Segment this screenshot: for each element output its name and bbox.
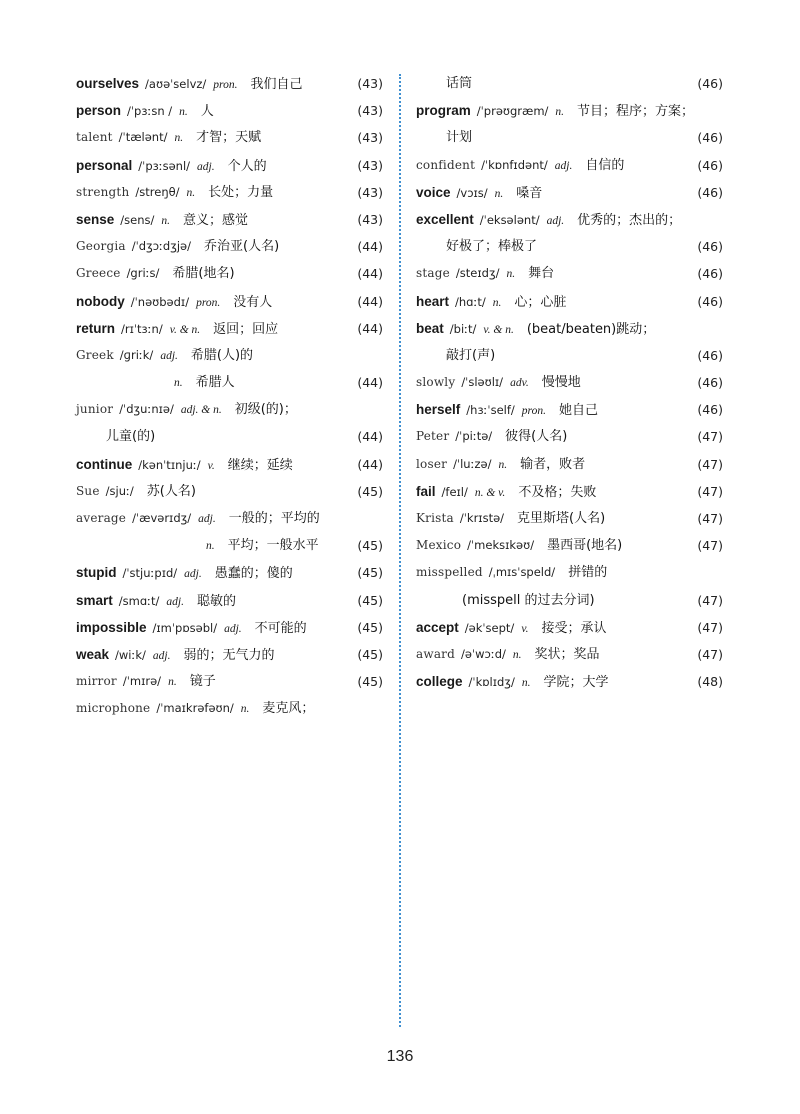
headword: ourselves bbox=[76, 76, 140, 91]
headword: stage bbox=[416, 266, 450, 281]
phonetic: /steɪdʒ/ bbox=[455, 266, 500, 281]
unit-page-ref: (47) bbox=[697, 646, 723, 662]
chinese-meaning: 拼错的 bbox=[568, 565, 608, 581]
headword: heart bbox=[416, 293, 450, 309]
vocab-entry bbox=[416, 668, 723, 695]
headword: return bbox=[76, 320, 116, 336]
entry-continuation bbox=[76, 369, 383, 396]
part-of-speech: n. bbox=[506, 268, 516, 281]
unit-page-ref: (44) bbox=[357, 293, 383, 309]
chinese-meaning: 她自己 bbox=[558, 403, 598, 419]
headword: strength bbox=[76, 184, 130, 199]
phonetic: /ˈprəʊgræm/ bbox=[476, 104, 549, 119]
vocab-entry bbox=[76, 233, 383, 260]
part-of-speech: v. & n. bbox=[483, 323, 514, 336]
phonetic: /kənˈtɪnjuː/ bbox=[138, 457, 201, 472]
phonetic: /aʊəˈselvz/ bbox=[145, 77, 207, 91]
unit-page-ref: (45) bbox=[357, 592, 383, 608]
vocab-entry bbox=[416, 641, 723, 668]
headword: talent bbox=[76, 130, 113, 145]
vocab-entry bbox=[416, 315, 723, 342]
unit-page-ref: (47) bbox=[697, 429, 723, 445]
chinese-meaning: (beat/beaten)跳动； bbox=[526, 321, 656, 337]
unit-page-ref: (45) bbox=[357, 483, 383, 499]
part-of-speech: n. bbox=[186, 186, 196, 199]
headword: Mexico bbox=[416, 538, 462, 553]
vocab-entry bbox=[416, 614, 723, 641]
part-of-speech: n. bbox=[240, 703, 250, 716]
vocab-entry bbox=[416, 206, 723, 233]
headword: Peter bbox=[416, 429, 450, 444]
unit-page-ref: (44) bbox=[357, 456, 383, 472]
chinese-meaning: 输者，败者 bbox=[520, 456, 586, 472]
vocab-entry bbox=[416, 423, 723, 450]
part-of-speech: adj. bbox=[554, 159, 573, 172]
phonetic: /biːt/ bbox=[449, 321, 477, 336]
headword: misspelled bbox=[416, 565, 483, 580]
chinese-meaning: 平均；一般水平 bbox=[227, 538, 319, 554]
phonetic: /ˈnəʊbədɪ/ bbox=[130, 294, 190, 309]
page-number: 136 bbox=[386, 1048, 414, 1065]
part-of-speech: n. bbox=[179, 106, 188, 119]
part-of-speech: n. bbox=[492, 296, 502, 309]
headword: slowly bbox=[416, 375, 456, 390]
phonetic: /sjuː/ bbox=[105, 483, 134, 498]
part-of-speech: pron. bbox=[196, 296, 221, 309]
chinese-meaning: 个人的 bbox=[227, 158, 267, 174]
phonetic: /əkˈsept/ bbox=[464, 620, 515, 635]
vocab-entry bbox=[76, 315, 383, 342]
part-of-speech: n. & v. bbox=[474, 486, 506, 499]
phonetic: /hɑːt/ bbox=[455, 294, 486, 309]
headword: weak bbox=[76, 646, 110, 662]
entry-continuation bbox=[416, 233, 723, 260]
unit-page-ref: (47) bbox=[697, 511, 723, 526]
unit-page-ref: (46) bbox=[697, 184, 723, 200]
vocab-entry bbox=[76, 288, 383, 315]
unit-page-ref: (44) bbox=[357, 266, 383, 282]
unit-page-ref: (45) bbox=[357, 619, 383, 635]
vocab-entry bbox=[76, 152, 383, 179]
chinese-meaning: 乔治亚(人名) bbox=[204, 239, 280, 255]
vocab-entry bbox=[76, 179, 383, 206]
chinese-meaning: 苏(人名) bbox=[146, 483, 196, 499]
vocab-entry bbox=[76, 451, 383, 478]
vocab-entry bbox=[76, 97, 383, 124]
chinese-meaning: 学院；大学 bbox=[543, 675, 609, 691]
phonetic: /ˈpɜːsn / bbox=[127, 104, 173, 119]
phonetic: /ˈpiːtə/ bbox=[455, 429, 493, 444]
headword: sense bbox=[76, 211, 115, 227]
chinese-meaning: 不及格；失败 bbox=[518, 484, 597, 500]
chinese-meaning: 节目；程序；方案； bbox=[577, 104, 695, 120]
headword: fail bbox=[416, 483, 436, 499]
headword: nobody bbox=[76, 293, 125, 309]
vocab-entry bbox=[416, 369, 723, 396]
right-column bbox=[416, 70, 723, 695]
chinese-meaning: 初级(的)； bbox=[234, 402, 297, 418]
part-of-speech: pron. bbox=[213, 79, 238, 91]
chinese-meaning: 愚蠢的；傻的 bbox=[214, 566, 293, 582]
part-of-speech: n. bbox=[555, 106, 565, 119]
part-of-speech: adj. & n. bbox=[180, 404, 222, 417]
entry-continuation bbox=[416, 342, 723, 369]
vocab-entry bbox=[76, 614, 383, 641]
unit-page-ref: (46) bbox=[697, 130, 723, 146]
phonetic: /ˈkɒnfɪdənt/ bbox=[481, 157, 548, 172]
part-of-speech: n. bbox=[206, 540, 215, 553]
unit-page-ref: (44) bbox=[357, 320, 383, 336]
unit-page-ref: (46) bbox=[697, 266, 723, 282]
part-of-speech: n. bbox=[161, 214, 171, 227]
headword: Greece bbox=[76, 266, 121, 281]
phonetic: /ɡriːk/ bbox=[119, 347, 154, 362]
phonetic: /ˈeksələnt/ bbox=[479, 212, 540, 227]
unit-page-ref: (47) bbox=[697, 483, 723, 499]
vocab-entry bbox=[416, 179, 723, 206]
unit-page-ref: (47) bbox=[697, 456, 723, 472]
vocab-entry bbox=[76, 260, 383, 287]
chinese-meaning: 彼得(人名) bbox=[505, 429, 568, 445]
chinese-meaning: 儿童(的) bbox=[106, 429, 156, 445]
part-of-speech: n. bbox=[512, 648, 522, 661]
phonetic: /ˈkɒlɪdʒ/ bbox=[468, 675, 515, 690]
unit-page-ref: (43) bbox=[357, 157, 383, 173]
vocab-entry bbox=[416, 559, 723, 586]
headword: microphone bbox=[76, 701, 151, 716]
chinese-meaning: 长处；力量 bbox=[208, 184, 274, 200]
unit-page-ref: (46) bbox=[697, 293, 723, 309]
unit-page-ref: (45) bbox=[357, 538, 383, 554]
unit-page-ref: (43) bbox=[357, 76, 383, 91]
unit-page-ref: (46) bbox=[697, 347, 723, 363]
phonetic: /wiːk/ bbox=[115, 647, 146, 662]
phonetic: /ˈsləʊlɪ/ bbox=[461, 375, 504, 390]
headword: junior bbox=[76, 402, 114, 417]
chinese-meaning: 返回；回应 bbox=[213, 321, 279, 337]
part-of-speech: v. & n. bbox=[169, 323, 201, 336]
entry-continuation bbox=[416, 70, 723, 97]
vocab-entry bbox=[416, 260, 723, 287]
headword: personal bbox=[76, 157, 133, 173]
column-divider bbox=[399, 74, 401, 1027]
unit-page-ref: (47) bbox=[697, 538, 723, 554]
vocab-entry bbox=[76, 587, 383, 614]
vocab-entry bbox=[76, 695, 383, 722]
vocab-entry bbox=[76, 396, 383, 423]
entry-continuation bbox=[76, 423, 383, 450]
unit-page-ref: (46) bbox=[697, 239, 723, 255]
part-of-speech: adj. bbox=[184, 568, 202, 581]
phonetic: /streŋθ/ bbox=[135, 184, 180, 199]
part-of-speech: n. bbox=[168, 676, 177, 689]
part-of-speech: n. bbox=[494, 187, 504, 200]
headword: Krista bbox=[416, 511, 454, 525]
phonetic: /ˈdʒɔːdʒjə/ bbox=[131, 239, 191, 254]
chinese-meaning: (misspell 的过去分词) bbox=[462, 592, 595, 608]
phonetic: /ˈævərɪdʒ/ bbox=[132, 511, 192, 525]
chinese-meaning: 我们自己 bbox=[250, 77, 303, 92]
vocab-entry bbox=[416, 288, 723, 315]
unit-page-ref: (43) bbox=[357, 184, 383, 200]
headword: loser bbox=[416, 456, 448, 471]
chinese-meaning: 自信的 bbox=[585, 157, 625, 173]
unit-page-ref: (43) bbox=[357, 211, 383, 227]
phonetic: /griːs/ bbox=[126, 266, 160, 281]
chinese-meaning: 聪敏的 bbox=[197, 593, 237, 609]
vocab-entry bbox=[416, 532, 723, 559]
part-of-speech: v. bbox=[521, 622, 529, 635]
unit-page-ref: (43) bbox=[357, 103, 383, 119]
headword: continue bbox=[76, 456, 133, 472]
part-of-speech: n. bbox=[174, 132, 184, 145]
headword: excellent bbox=[416, 211, 474, 227]
entry-continuation bbox=[416, 124, 723, 151]
chinese-meaning: 没有人 bbox=[233, 294, 273, 310]
part-of-speech: adv. bbox=[510, 377, 529, 390]
chinese-meaning: 意义；感觉 bbox=[183, 212, 249, 228]
phonetic: /ˈmɪrə/ bbox=[122, 674, 162, 689]
chinese-meaning: 希腊人 bbox=[195, 375, 235, 391]
unit-page-ref: (48) bbox=[697, 674, 723, 690]
phonetic: /sens/ bbox=[120, 212, 155, 227]
vocab-entry bbox=[416, 505, 723, 532]
unit-page-ref: (46) bbox=[697, 402, 723, 418]
part-of-speech: n. bbox=[174, 377, 183, 390]
chinese-meaning: 一般的；平均的 bbox=[228, 511, 320, 526]
headword: herself bbox=[416, 402, 461, 418]
headword: Greek bbox=[76, 347, 114, 362]
part-of-speech: n. bbox=[498, 458, 508, 471]
chinese-meaning: 舞台 bbox=[528, 266, 555, 282]
headword: average bbox=[76, 511, 127, 525]
vocab-entry bbox=[76, 124, 383, 151]
vocab-entry bbox=[416, 451, 723, 478]
part-of-speech: adj. bbox=[546, 214, 565, 227]
chinese-meaning: 不可能的 bbox=[254, 620, 307, 636]
chinese-meaning: 接受；承认 bbox=[541, 620, 607, 636]
vocab-entry bbox=[76, 559, 383, 586]
unit-page-ref: (46) bbox=[697, 375, 723, 391]
headword: voice bbox=[416, 184, 451, 200]
unit-page-ref: (47) bbox=[697, 592, 723, 608]
phonetic: /ˌmɪsˈspeld/ bbox=[488, 565, 556, 580]
chinese-meaning: 话筒 bbox=[446, 76, 473, 91]
unit-page-ref: (44) bbox=[357, 375, 383, 391]
vocab-entry bbox=[76, 641, 383, 668]
vocab-entry bbox=[76, 206, 383, 233]
headword: person bbox=[76, 103, 122, 119]
chinese-meaning: 墨西哥(地名) bbox=[547, 538, 623, 554]
chinese-meaning: 优秀的；杰出的； bbox=[577, 212, 682, 228]
phonetic: /ˈpɜːsənl/ bbox=[138, 158, 191, 173]
part-of-speech: adj. bbox=[166, 595, 184, 608]
phonetic: /hɜːˈself/ bbox=[466, 403, 515, 418]
headword: mirror bbox=[76, 674, 117, 689]
unit-page-ref: (47) bbox=[697, 619, 723, 635]
vocab-entry bbox=[76, 668, 383, 695]
left-column bbox=[76, 70, 383, 723]
phonetic: /ɪmˈpɒsəbl/ bbox=[152, 620, 218, 635]
chinese-meaning: 希腊(地名) bbox=[172, 266, 235, 282]
phonetic: /feɪl/ bbox=[441, 484, 468, 499]
vocab-entry bbox=[76, 342, 383, 369]
unit-page-ref: (45) bbox=[357, 646, 383, 662]
part-of-speech: adj. bbox=[197, 160, 215, 173]
unit-page-ref: (45) bbox=[357, 674, 383, 690]
phonetic: /ˈstjuːpɪd/ bbox=[122, 566, 178, 581]
chinese-meaning: 弱的；无气力的 bbox=[183, 647, 275, 663]
part-of-speech: adj. bbox=[160, 349, 178, 362]
headword: accept bbox=[416, 619, 459, 635]
chinese-meaning: 希腊(人)的 bbox=[190, 347, 254, 363]
part-of-speech: adj. bbox=[152, 649, 171, 662]
part-of-speech: adj. bbox=[224, 622, 242, 635]
headword: confident bbox=[416, 157, 476, 172]
phonetic: /əˈwɔːd/ bbox=[461, 646, 506, 661]
headword: beat bbox=[416, 320, 444, 336]
headword: impossible bbox=[76, 619, 147, 635]
chinese-meaning: 计划 bbox=[446, 130, 473, 146]
vocab-entry bbox=[76, 70, 383, 97]
vocab-entry bbox=[416, 478, 723, 505]
phonetic: /ˈkrɪstə/ bbox=[459, 511, 505, 525]
phonetic: /smɑːt/ bbox=[118, 593, 160, 608]
chinese-meaning: 克里斯塔(人名) bbox=[517, 511, 606, 526]
entry-continuation bbox=[76, 532, 383, 559]
headword: college bbox=[416, 674, 463, 690]
chinese-meaning: 嗓音 bbox=[516, 185, 543, 201]
unit-page-ref: (45) bbox=[357, 565, 383, 581]
headword: Sue bbox=[76, 483, 100, 498]
chinese-meaning: 镜子 bbox=[189, 674, 216, 690]
vocab-entry bbox=[416, 396, 723, 423]
chinese-meaning: 才智；天赋 bbox=[196, 130, 262, 146]
headword: award bbox=[416, 646, 455, 661]
part-of-speech: adj. bbox=[198, 513, 216, 525]
unit-page-ref: (43) bbox=[357, 130, 383, 146]
vocab-entry bbox=[416, 97, 723, 124]
unit-page-ref: (44) bbox=[357, 239, 383, 255]
headword: Georgia bbox=[76, 239, 126, 254]
vocab-entry bbox=[416, 152, 723, 179]
headword: smart bbox=[76, 592, 113, 608]
part-of-speech: n. bbox=[521, 677, 531, 690]
unit-page-ref: (44) bbox=[357, 429, 383, 445]
chinese-meaning: 奖状；奖品 bbox=[534, 646, 600, 662]
chinese-meaning: 好极了；棒极了 bbox=[446, 239, 538, 255]
chinese-meaning: 麦克风； bbox=[262, 701, 315, 717]
headword: stupid bbox=[76, 565, 117, 581]
entry-continuation bbox=[416, 587, 723, 614]
vocab-entry bbox=[76, 478, 383, 505]
phonetic: /ˈmaɪkrəfəʊn/ bbox=[156, 701, 234, 716]
chinese-meaning: 继续；延续 bbox=[227, 457, 293, 473]
chinese-meaning: 慢慢地 bbox=[541, 375, 581, 391]
vocab-entry bbox=[76, 505, 383, 532]
phonetic: /vɔɪs/ bbox=[456, 185, 488, 200]
headword: program bbox=[416, 103, 471, 119]
phonetic: /ˈluːzə/ bbox=[453, 456, 492, 471]
part-of-speech: pron. bbox=[521, 405, 546, 418]
unit-page-ref: (46) bbox=[697, 157, 723, 173]
phonetic: /ˈtælənt/ bbox=[118, 130, 168, 145]
unit-page-ref: (46) bbox=[697, 76, 723, 91]
part-of-speech: v. bbox=[207, 459, 215, 472]
phonetic: /ˈdʒuːnɪə/ bbox=[119, 402, 174, 417]
phonetic: /rɪˈtɜːn/ bbox=[121, 321, 163, 336]
phonetic: /ˈmeksɪkəʊ/ bbox=[467, 538, 535, 553]
chinese-meaning: 心；心脏 bbox=[514, 294, 567, 310]
chinese-meaning: 人 bbox=[200, 104, 214, 120]
chinese-meaning: 敲打(声) bbox=[446, 347, 496, 363]
